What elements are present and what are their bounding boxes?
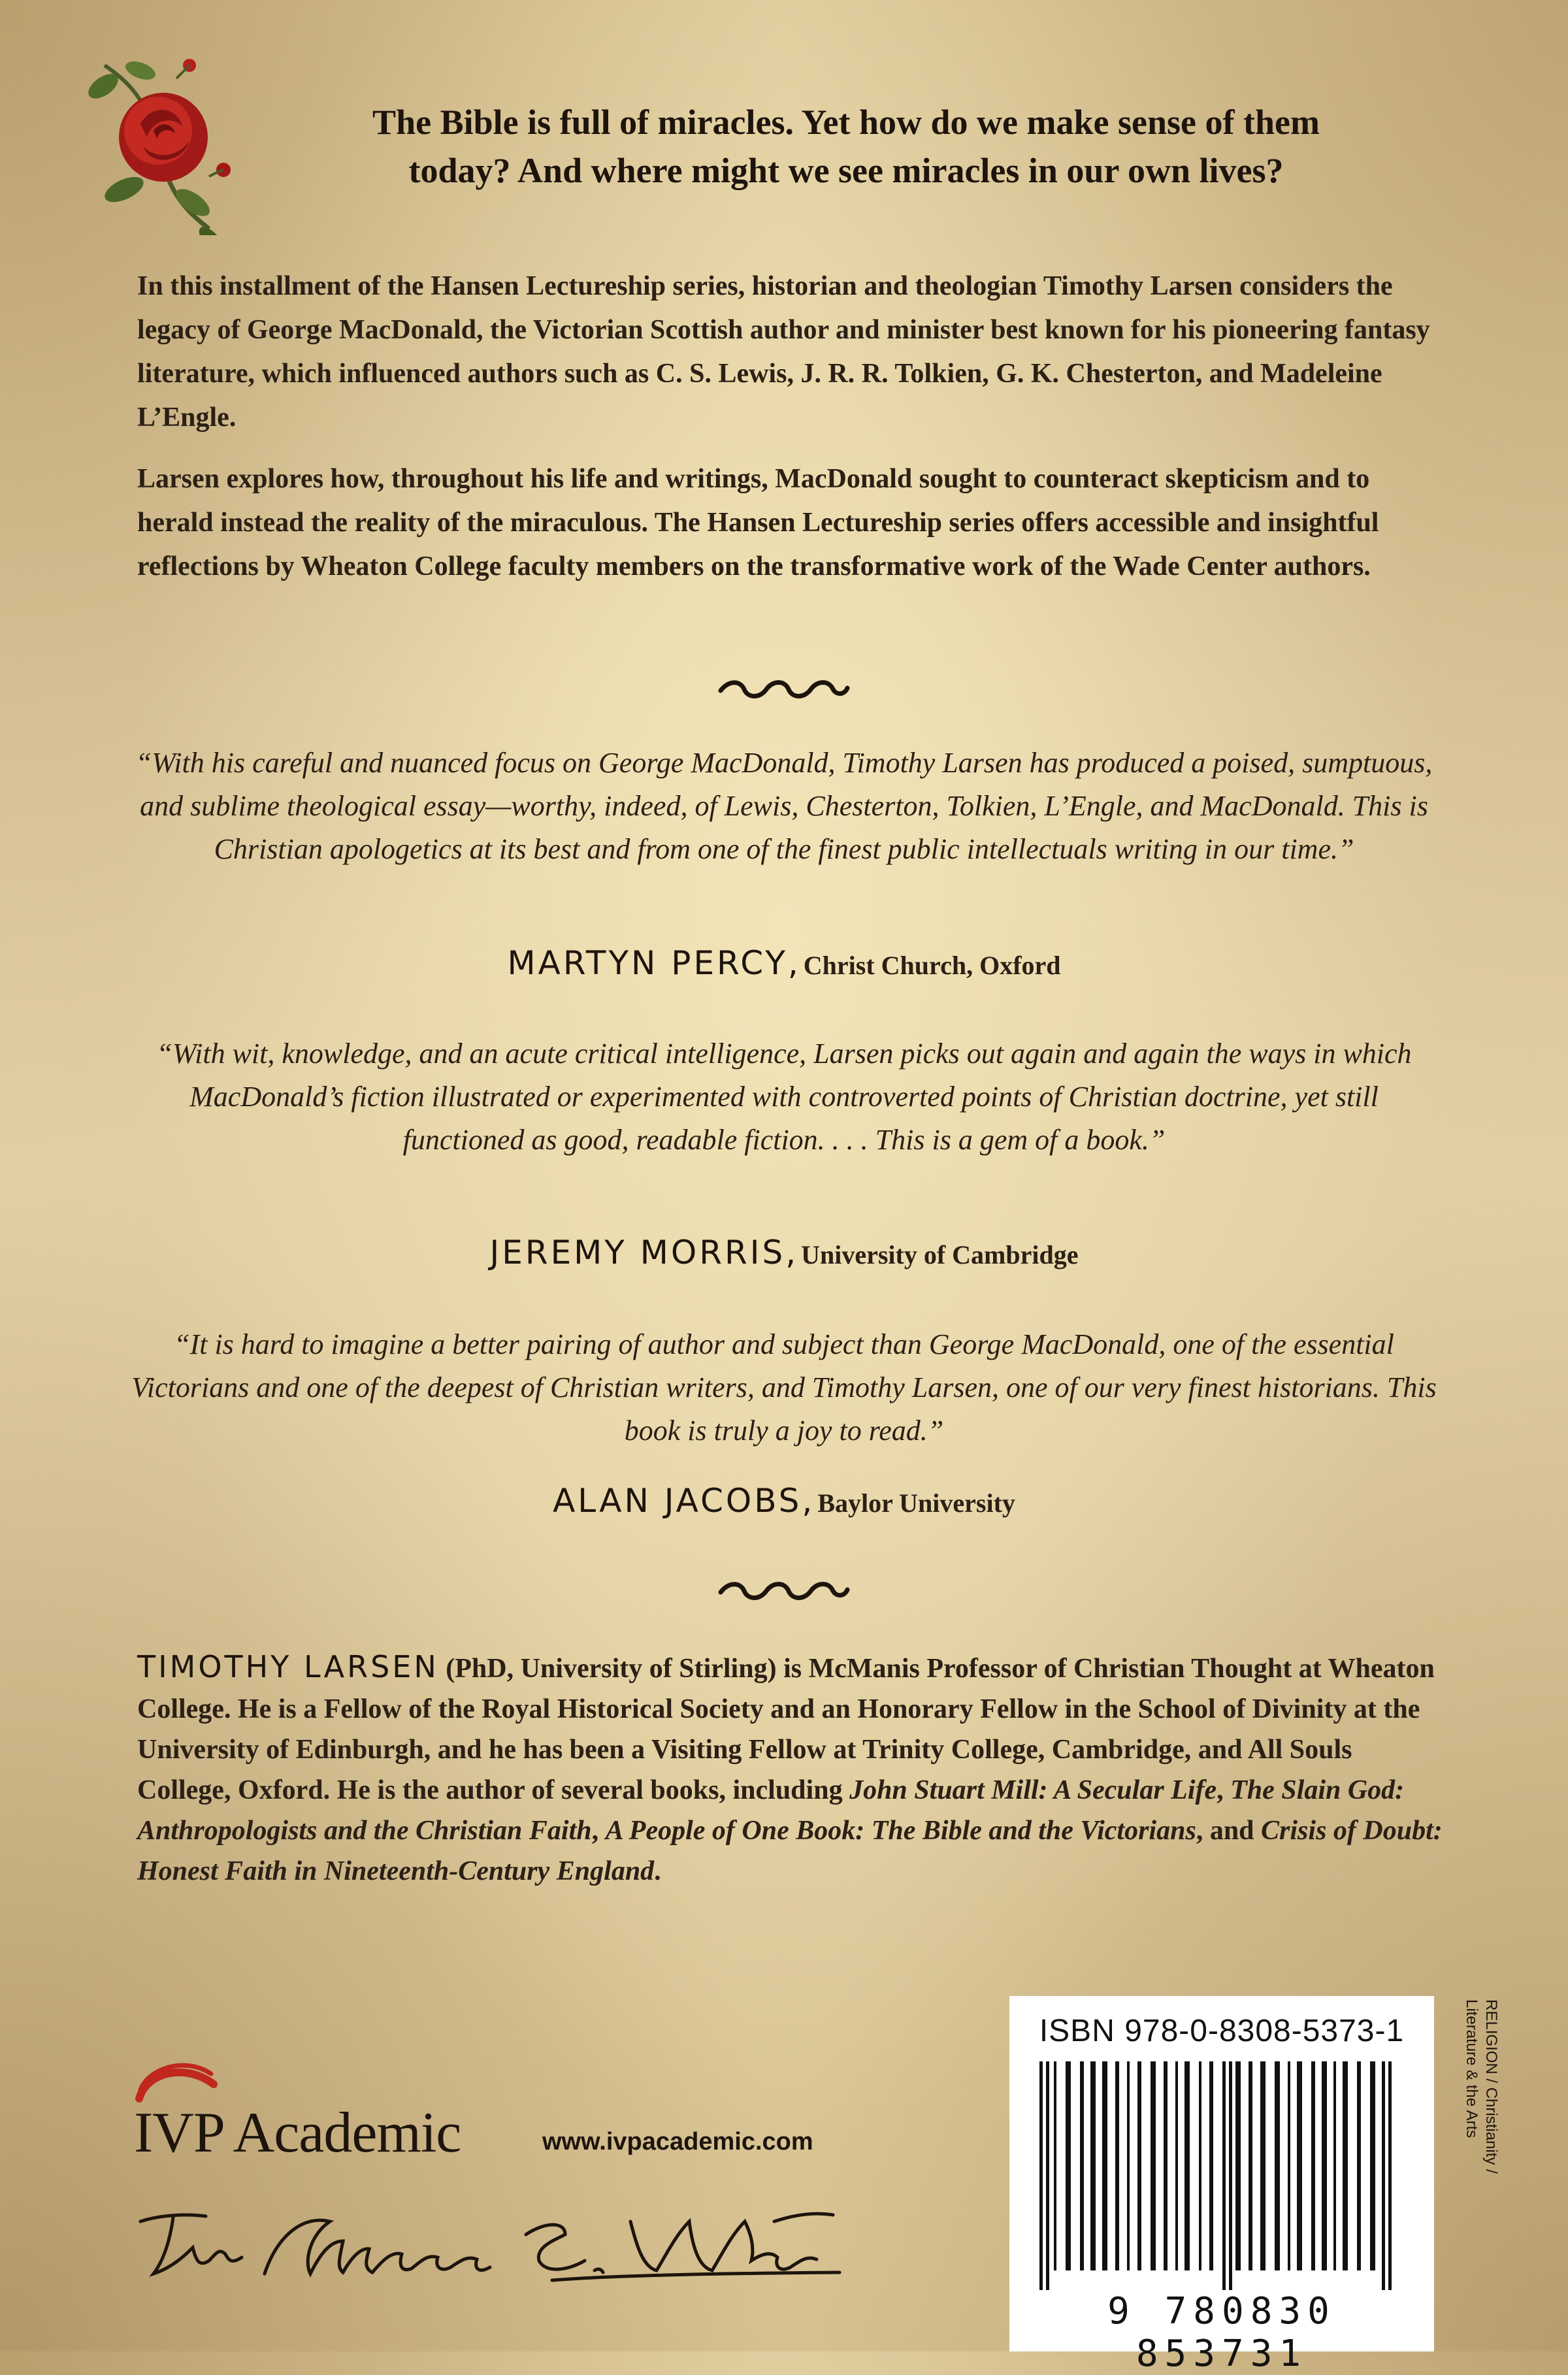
category-line-1: RELIGION / Christianity / [1482,1999,1500,2174]
barcode-bar [1333,2061,1336,2270]
flourish-ornament [715,1578,853,1604]
endorsement-quote-1: “With his careful and nuanced focus on George MacDonald, Timothy Larsen has produced a poised, sumptuous, and sublime theological essay—worthy, indeed, of Lewis, Chesterton, Tolkien, L’Engle, and MacDonald. This is Christian apologetics at its best and from one of the finest public intellectuals writing in our time.” [135,747,1433,865]
book-title: A People of One Book: The Bible and the Victorians [605,1816,1196,1846]
barcode-bar [1275,2061,1280,2270]
barcode-bar [1184,2061,1190,2270]
endorsement-attribution-1 [131,944,1437,982]
bio-separator: , and [1196,1816,1262,1846]
barcode-bar [1260,2061,1266,2270]
endorsement-attribution-3 [131,1482,1437,1520]
barcode-bar [1054,2061,1056,2270]
barcode-bar [1311,2061,1315,2270]
barcode-bar [1046,2061,1049,2290]
ivp-academic-logo [134,2058,500,2163]
barcode-bar [1297,2061,1302,2270]
bio-end: . [654,1856,661,1886]
endorser-name: JEREMY MORRIS, [489,1234,799,1271]
barcode-bar [1388,2061,1392,2290]
description-paragraph-2: Larsen explores how, throughout his life and writings, MacDonald sought to counteract skepticism and to herald instead the reality of the miraculous. The Hansen Lectureship series offers accessible and insightful reflections by Wheaton College faculty members on the transformative work of the Wade Center authors. [137,464,1379,581]
flourish-ornament [715,676,853,702]
barcode-bar [1288,2061,1290,2270]
endorser-affiliation: Baylor University [817,1488,1015,1518]
isbn-number: 9 780830 853731 [1107,2290,1336,2375]
endorser-name: MARTYN PERCY, [507,944,801,982]
barcode-bar [1137,2061,1141,2270]
barcode-bar [1370,2061,1375,2270]
endorser-name: ALAN JACOBS, [553,1482,815,1520]
ivp-logo-text: IVP Academic [134,2101,461,2165]
barcode-bar [1229,2061,1232,2290]
barcode-bar [1209,2061,1213,2270]
category-line-2: Literature & the Arts [1463,1999,1480,2138]
bio-text: (PhD, University of Stirling) is McManis Professor of Christian Thought at Wheaton College. He is a Fellow of the Royal Historical Society and an Honorary Fellow in the School of Divinity at the University of Edinburgh, and he has been a Visiting Fellow at Trinity College, Cambridge, and All Souls College, Oxford. He is the author of several books, including [137,1654,1435,1805]
description-paragraph-1: In this installment of the Hansen Lectureship series, historian and theologian Timothy Larsen considers the legacy of George MacDonald, the Victorian Scottish author and minister best known for his pioneering fantasy literature, which influenced authors such as C. S. Lewis, J. R. R. Tolkien, G. K. Chesterton, and Madeleine L’Engle. [137,271,1430,433]
endorser-affiliation: University of Cambridge [801,1240,1079,1269]
barcode-bar [1115,2061,1119,2270]
book-title: The Slain God: Anthropologists and the Christian Faith [137,1775,1405,1846]
endorsement-quote-2: “With wit, knowledge, and an acute critical intelligence, Larsen picks out again and again the ways in which MacDonald’s fiction illustrated or experimented with controverted points of Christian doctrine, yet still functioned as good, readable fiction. . . . This is a gem of a book.” [156,1038,1412,1156]
endorsement-quote-3: “It is hard to imagine a better pairing of author and subject than George MacDonald, one of the essential Victorians and one of the deepest of Christian writers, and Timothy Larsen, one of our very finest historians. This book is truly a joy to read.” [131,1328,1437,1447]
book-title: Crisis of Doubt: Honest Faith in Nineteenth-Century England [137,1816,1443,1886]
wade-center-signature [134,2195,853,2293]
barcode-bar [1199,2061,1201,2270]
barcode-bar [1343,2061,1348,2270]
barcode-bar [1235,2061,1241,2270]
barcode-bar [1151,2061,1156,2270]
author-bio [137,1646,1444,1892]
author-name: TIMOTHY LARSEN [137,1649,439,1684]
endorsement-attribution-2 [131,1234,1437,1271]
category-label [1463,1999,1500,2287]
lead-line-2: today? And where might we see miracles in our own lives? [408,151,1284,190]
barcode-bar [1127,2061,1130,2270]
barcode-bar [1039,2061,1043,2290]
lead-line-1: The Bible is full of miracles. Yet how do we make sense of them [372,103,1320,142]
bio-separator: , [591,1816,606,1846]
bio-separator: , [1217,1775,1231,1805]
barcode-bar [1322,2061,1327,2270]
isbn-label: ISBN 978-0-8308-5373-1 [1039,2014,1405,2048]
isbn-barcode [1009,1996,1434,2375]
lead-question [242,98,1450,195]
barcode-bar [1175,2061,1178,2270]
endorser-affiliation: Christ Church, Oxford [803,951,1061,980]
barcode-bar [1066,2061,1071,2270]
rose-illustration [78,39,235,235]
publisher-website: www.ivpacademic.com [542,2128,813,2155]
barcode-bar [1222,2061,1226,2290]
barcode-bars [1036,2061,1414,2290]
barcode-bar [1090,2061,1096,2270]
barcode-bar [1249,2061,1252,2270]
ivp-arc-icon [134,2058,219,2104]
barcode-bar [1382,2061,1385,2290]
barcode-bar [1357,2061,1361,2270]
barcode-bar [1080,2061,1084,2270]
book-title: John Stuart Mill: A Secular Life [849,1775,1217,1805]
barcode-bar [1102,2061,1107,2270]
barcode-bar [1164,2061,1168,2270]
